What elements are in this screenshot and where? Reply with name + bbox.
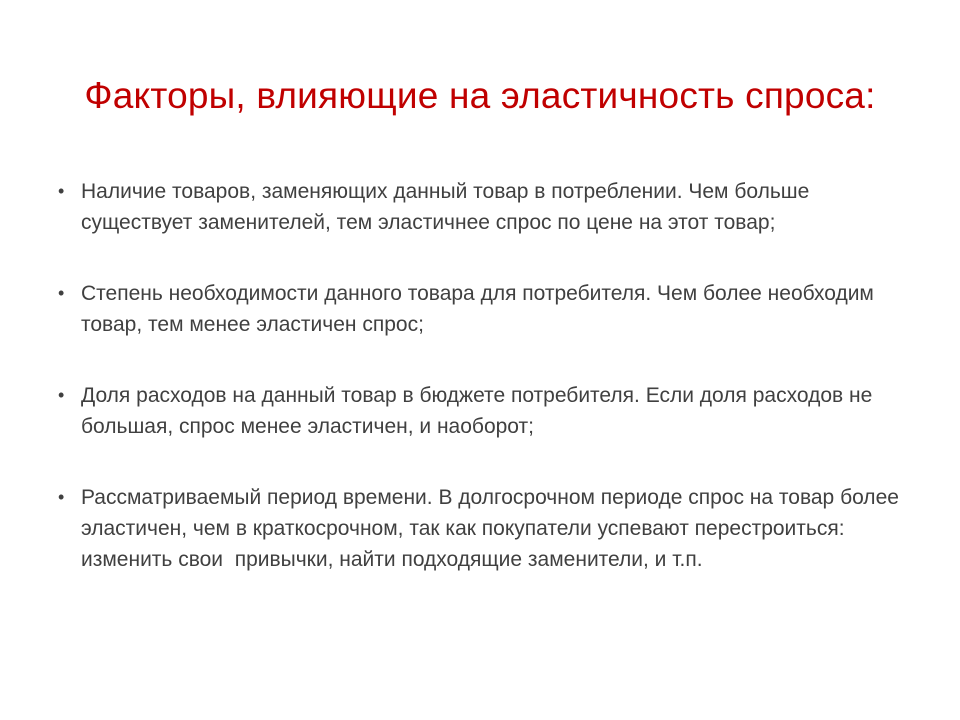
slide-title: Факторы, влияющие на эластичность спроса: — [84, 75, 876, 116]
bullet-dot-icon: • — [58, 487, 65, 507]
bullet-text: Рассматриваемый период времени. В долгосрочном периоде спрос на товар более эластичен, чем в краткосрочном, так как покупатели успевают перестроиться: изменить свои привычки, найти подходящие заменители, и т.п. — [81, 486, 905, 571]
bullet-item-substitutes — [58, 176, 908, 238]
bullet-text: Степень необходимости данного товара для потребителя. Чем более необходим товар, тем менее эластичен спрос; — [81, 282, 874, 336]
bullet-list — [58, 176, 908, 575]
bullet-item-necessity — [58, 278, 908, 340]
bullet-item-budget-share — [58, 380, 908, 442]
bullet-text: Доля расходов на данный товар в бюджете потребителя. Если доля расходов не большая, спрос менее эластичен, и наоборот; — [81, 384, 873, 438]
bullet-dot-icon: • — [58, 181, 65, 201]
bullet-dot-icon: • — [58, 283, 65, 303]
bullet-item-time-period — [58, 482, 908, 575]
bullet-text: Наличие товаров, заменяющих данный товар в потреблении. Чем больше существует заменителей, тем эластичнее спрос по цене на этот товар; — [81, 180, 810, 234]
bullet-dot-icon: • — [58, 385, 65, 405]
